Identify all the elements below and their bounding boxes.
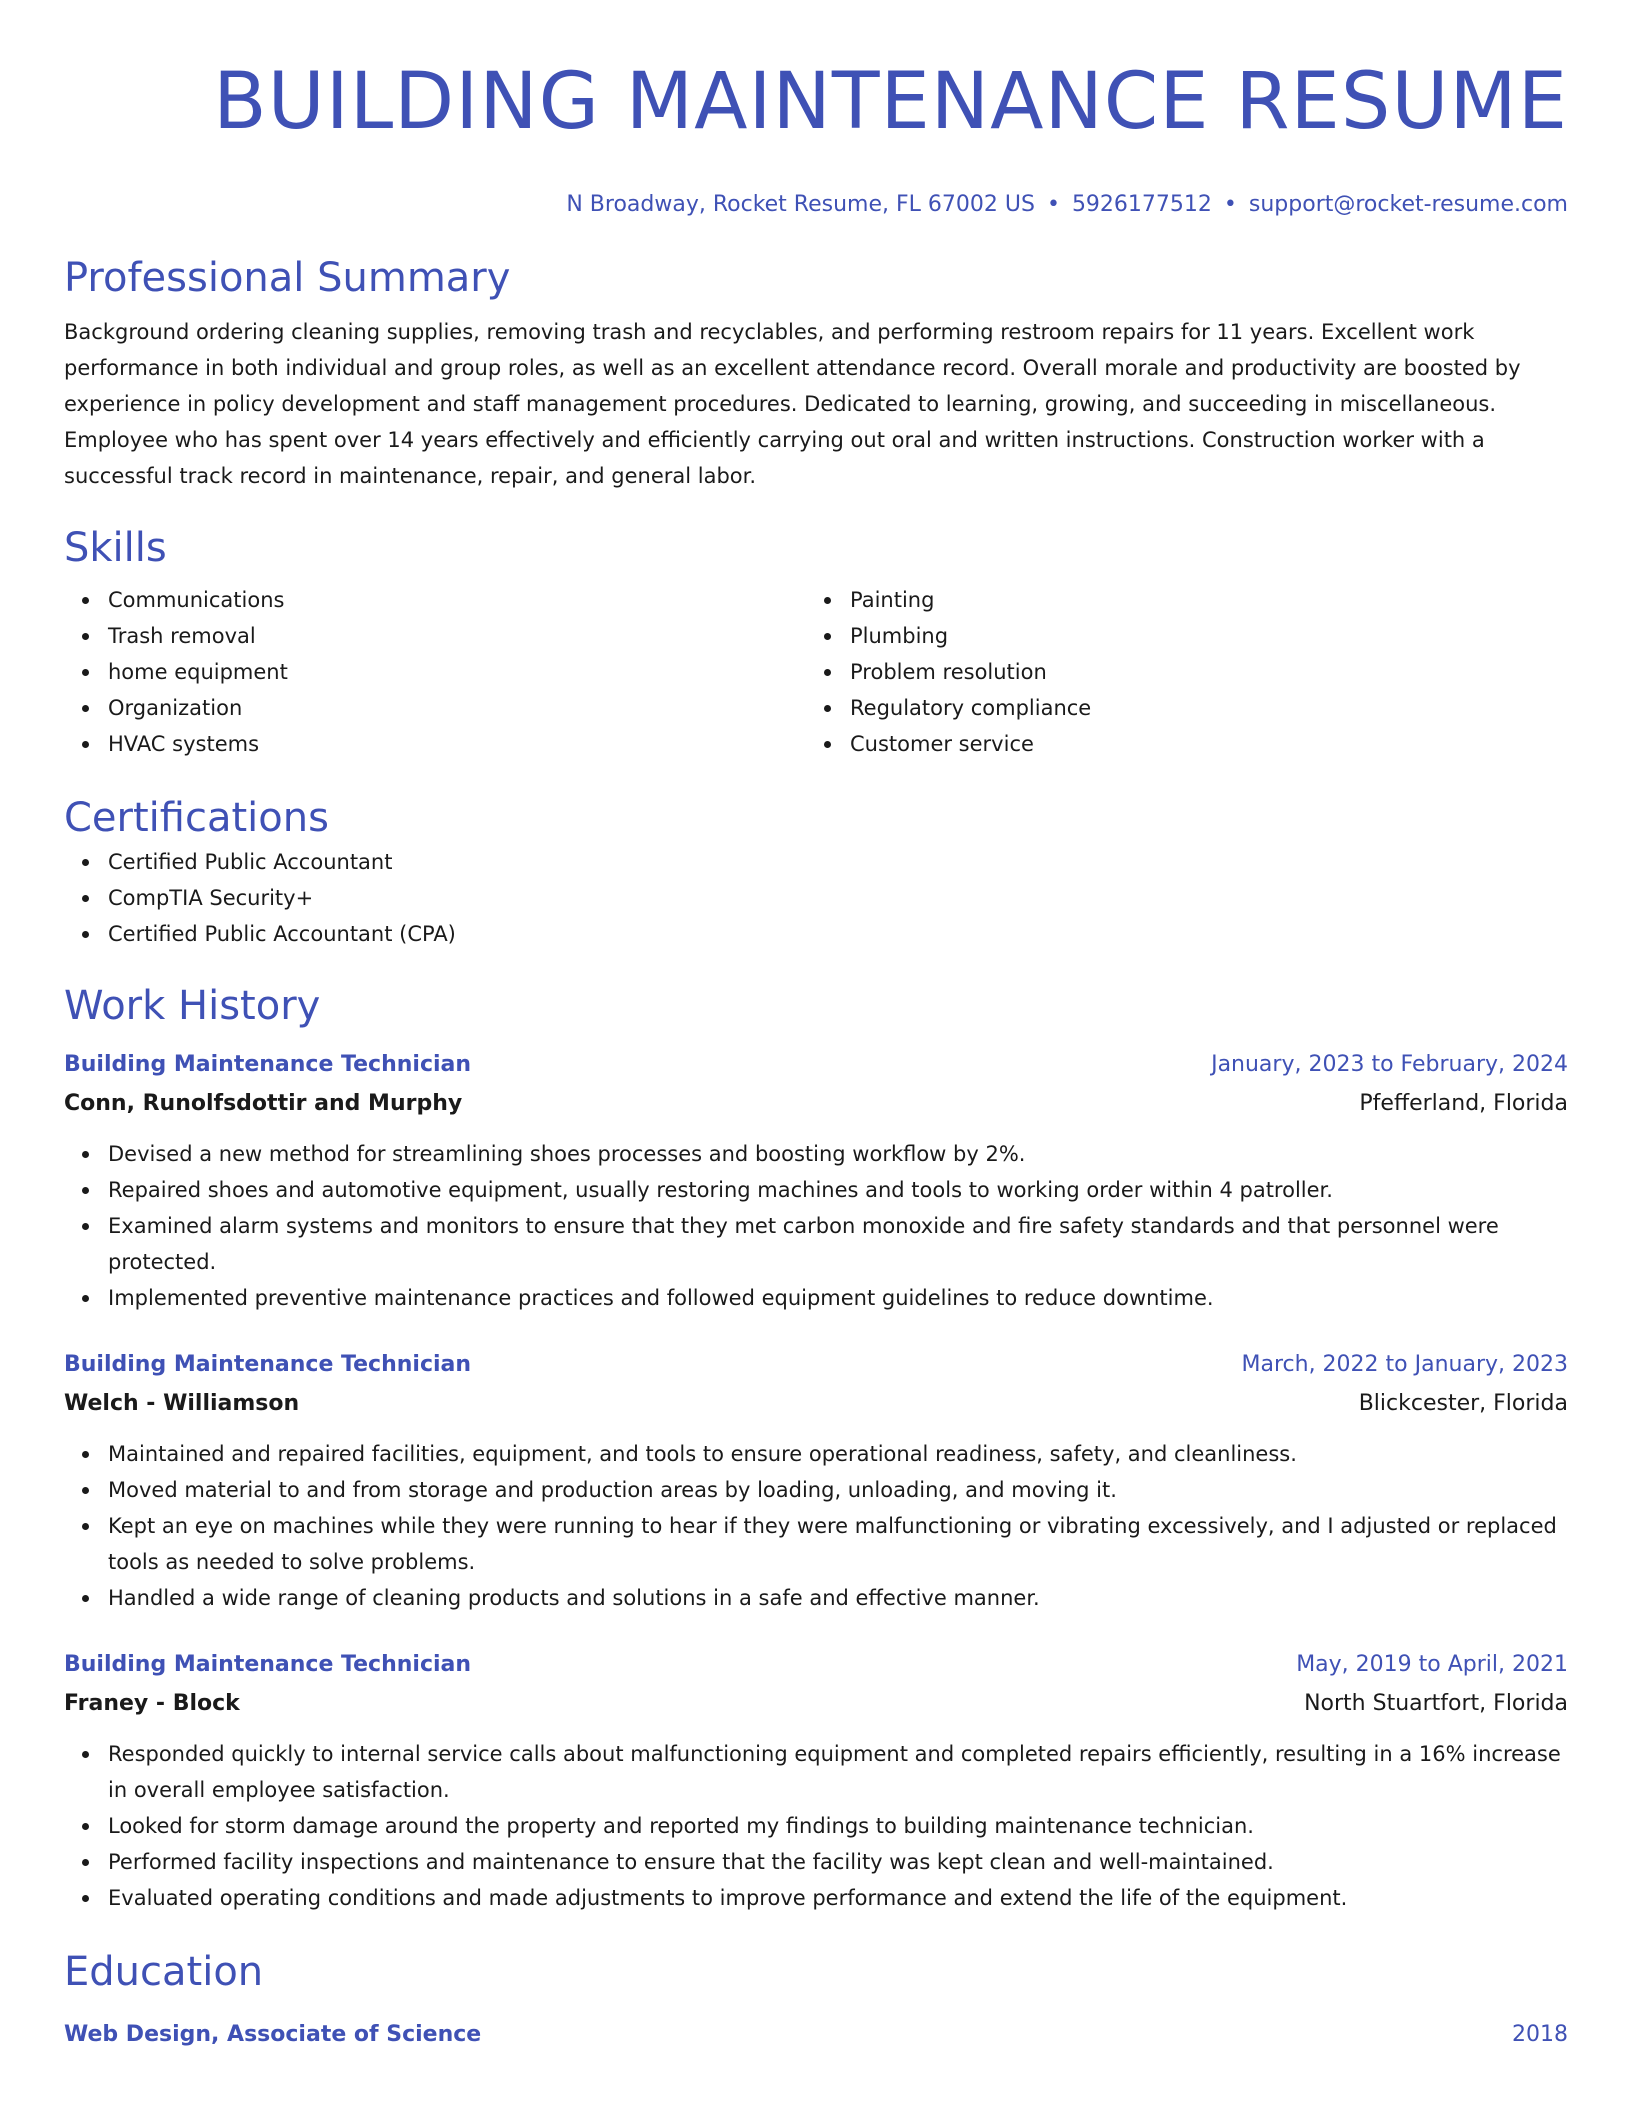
certification-item: Certified Public Accountant — [108, 844, 1568, 880]
job-bullet: Examined alarm systems and monitors to ensure that they met carbon monoxide and fire safety standards and that personnel were protected. — [108, 1208, 1568, 1280]
contact-separator: • — [1223, 192, 1237, 217]
certifications-list — [64, 844, 1568, 952]
job-bullet: Performed facility inspections and maintenance to ensure that the facility was kept clean and well-maintained. — [108, 1844, 1568, 1880]
skills-list-right — [806, 582, 1548, 762]
job-entry — [64, 1046, 1568, 1316]
skill-item: Organization — [108, 690, 806, 726]
education-year: 2018 — [1512, 2022, 1568, 2047]
skill-item: home equipment — [108, 654, 806, 690]
skill-item: Communications — [108, 582, 806, 618]
contact-email: support@rocket-resume.com — [1248, 192, 1568, 217]
job-bullet: Handled a wide range of cleaning products and solutions in a safe and effective manner. — [108, 1580, 1568, 1616]
job-bullet: Responded quickly to internal service calls about malfunctioning equipment and completed repairs efficiently, resulting in a 16% increase in overall employee satisfaction. — [108, 1736, 1568, 1808]
job-bullet: Maintained and repaired facilities, equipment, and tools to ensure operational readiness, safety, and cleanliness. — [108, 1436, 1568, 1472]
contact-address: N Broadway, Rocket Resume, FL 67002 US — [566, 192, 1035, 217]
skills-heading: Skills — [64, 525, 167, 571]
job-dates: January, 2023 to February, 2024 — [1211, 1052, 1568, 1077]
summary-heading: Professional Summary — [64, 255, 511, 301]
job-bullet: Repaired shoes and automotive equipment, usually restoring machines and tools to working order within 4 patroller. — [108, 1172, 1568, 1208]
resume-name: BUILDING MAINTENANCE RESUME — [213, 57, 1568, 147]
certification-item: Certified Public Accountant (CPA) — [108, 916, 1568, 952]
job-entry — [64, 1646, 1568, 1916]
certifications-heading: Certifications — [64, 795, 329, 841]
education-heading: Education — [64, 1949, 264, 1995]
contact-separator: • — [1046, 192, 1060, 217]
skills-columns — [64, 582, 1568, 762]
job-company: Franey - Block — [64, 1691, 240, 1716]
job-bullet: Evaluated operating conditions and made adjustments to improve performance and extend the life of the equipment. — [108, 1880, 1568, 1916]
job-bullets — [64, 1436, 1568, 1616]
job-title: Building Maintenance Technician — [64, 1352, 472, 1377]
skill-item: Plumbing — [850, 618, 1548, 654]
job-title: Building Maintenance Technician — [64, 1052, 472, 1077]
job-bullet: Implemented preventive maintenance practices and followed equipment guidelines to reduce downtime. — [108, 1280, 1568, 1316]
skill-item: Problem resolution — [850, 654, 1548, 690]
skill-item: Regulatory compliance — [850, 690, 1548, 726]
skill-item: Customer service — [850, 726, 1548, 762]
skill-item: Trash removal — [108, 618, 806, 654]
skill-item: HVAC systems — [108, 726, 806, 762]
job-company: Conn, Runolfsdottir and Murphy — [64, 1091, 463, 1116]
certification-item: CompTIA Security+ — [108, 880, 1568, 916]
work-history-heading: Work History — [64, 983, 321, 1029]
education-entry — [64, 2016, 1568, 2054]
skills-list-left — [64, 582, 806, 762]
job-bullets — [64, 1736, 1568, 1916]
job-bullet: Kept an eye on machines while they were running to hear if they were malfunctioning or vibrating excessively, and I adjusted or replaced tools as needed to solve problems. — [108, 1508, 1568, 1580]
job-dates: May, 2019 to April, 2021 — [1296, 1652, 1568, 1677]
job-bullet: Looked for storm damage around the property and reported my findings to building maintenance technician. — [108, 1808, 1568, 1844]
skill-item: Painting — [850, 582, 1548, 618]
job-bullets — [64, 1136, 1568, 1316]
job-location: North Stuartfort, Florida — [1304, 1691, 1568, 1716]
job-location: Pfefferland, Florida — [1359, 1091, 1568, 1116]
contact-phone: 5926177512 — [1071, 192, 1212, 217]
job-company: Welch - Williamson — [64, 1391, 300, 1416]
job-bullet: Moved material to and from storage and production areas by loading, unloading, and moving it. — [108, 1472, 1568, 1508]
job-title: Building Maintenance Technician — [64, 1652, 472, 1677]
job-entry — [64, 1346, 1568, 1616]
contact-line — [64, 190, 1568, 220]
education-degree: Web Design, Associate of Science — [64, 2022, 482, 2047]
summary-text: Background ordering cleaning supplies, removing trash and recyclables, and performing restroom repairs for 11 years. Excellent work performance in both individual and group roles, as well as an excellent attendance record. Overall morale and productivity are boosted by experience in policy development and staff management procedures. Dedicated to learning, growing, and succeeding in miscellaneous. Employee who has spent over 14 years effectively and efficiently carrying out oral and written instructions. Construction worker with a successful track record in maintenance, repair, and general labor. — [64, 320, 1521, 488]
job-bullet: Devised a new method for streamlining shoes processes and boosting workflow by 2%. — [108, 1136, 1568, 1172]
job-dates: March, 2022 to January, 2023 — [1241, 1352, 1568, 1377]
job-location: Blickcester, Florida — [1358, 1391, 1568, 1416]
